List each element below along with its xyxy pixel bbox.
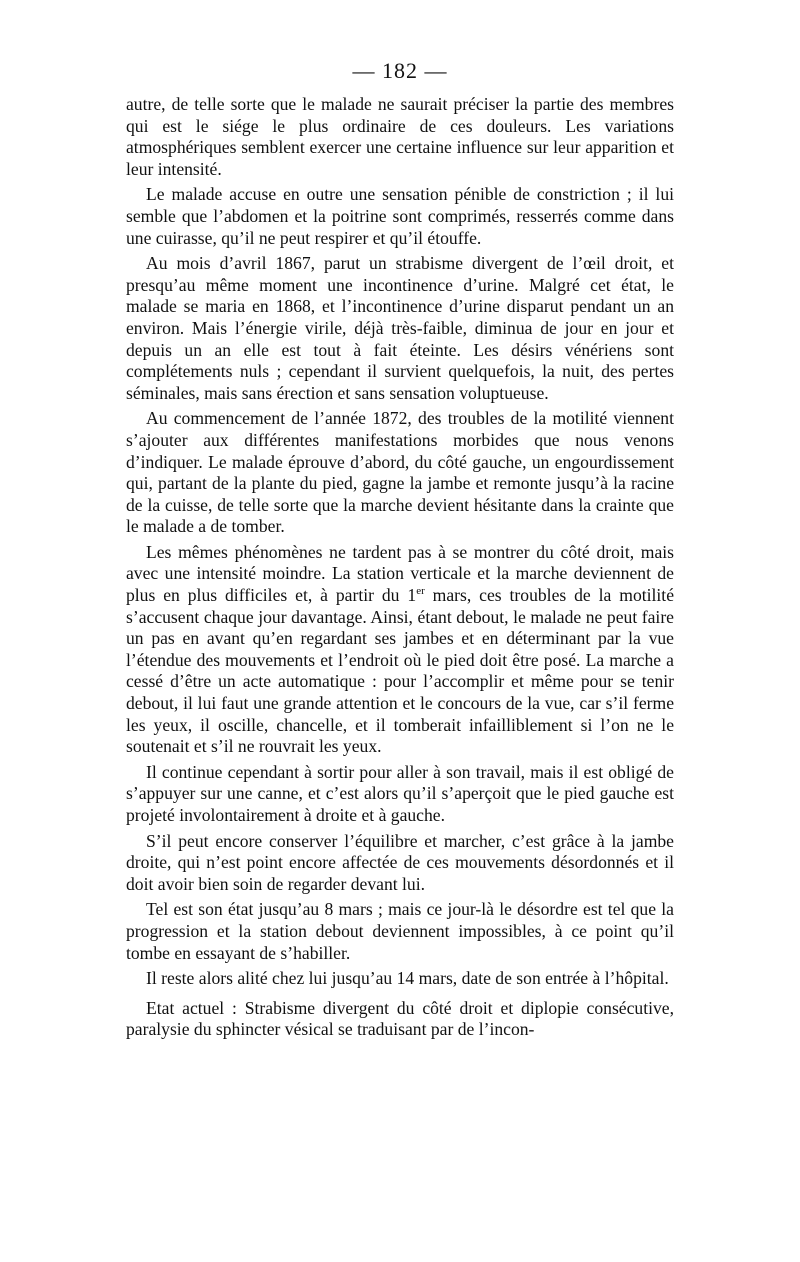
paragraph-text: mars, ces troubles de la motilité s’accusent chaque jour davantage. Ainsi, étant debout, le malade ne peut faire un pas en avant qu’en regardant ses jambes et en déterminant par la vue l’étendue des mouvements et l’endroit où le pied doit être posé. La marche a cessé d’être un acte automatique : pour l’accomplir et même pour se tenir debout, il lui faut une grande attention et le concours de la vue, car s’il ferme les yeux, il oscille, chancelle, et il tomberait infailliblement si l’on ne le soutenait et s’il ne rouvrait les yeux. <box>126 585 674 757</box>
body-text <box>126 94 674 1045</box>
paragraph: Le malade accuse en outre une sensation pénible de constriction ; il lui semble que l’abdomen et la poitrine sont comprimés, resserrés comme dans une cuirasse, qu’il ne peut respirer et qu’il étouffe. <box>126 184 674 248</box>
paragraph: Il continue cependant à sortir pour aller à son travail, mais il est obligé de s’appuyer sur une canne, et c’est alors qu’il s’aperçoit que le pied gauche est projeté involontairement à droite et à gauche. <box>126 761 674 825</box>
paragraph: autre, de telle sorte que le malade ne saurait préciser la partie des membres qui est le siége le plus ordinaire de ces douleurs. Les variations atmosphériques semblent exercer une certaine influence sur leur apparition et leur intensité. <box>126 94 674 179</box>
ordinal-superscript: er <box>416 585 425 598</box>
page-number: — 182 — <box>352 58 448 83</box>
paragraph: Il reste alors alité chez lui jusqu’au 14 mars, date de son entrée à l’hôpital. <box>146 968 669 989</box>
paragraph: S’il peut encore conserver l’équilibre et marcher, c’est grâce à la jambe droite, qui n’est point encore affectée de ces mouvements désordonnés et il doit avoir bien soin de regarder devant lui. <box>126 830 674 894</box>
paragraph <box>126 542 674 758</box>
paragraph-text: Les mêmes phénomènes ne tardent pas à se montrer du côté droit, mais avec une intensité moindre. La station verticale et la marche deviennent de plus en plus difficiles et, à partir du 1 <box>126 541 674 606</box>
paragraph: Au commencement de l’année 1872, des troubles de la motilité viennent s’ajouter aux différentes manifestations morbides que nous venons d’indiquer. Le malade éprouve d’abord, du côté gauche, un engourdissement qui, partant de la plante du pied, gagne la jambe et remonte jusqu’à la racine de la cuisse, de telle sorte que la marche devient hésitante dans la crainte que le malade a de tomber. <box>126 408 674 537</box>
paragraph: Tel est son état jusqu’au 8 mars ; mais ce jour-là le désordre est tel que la progression et la station debout deviennent impossibles, à ce point qu’il tombe en essayant de s’habiller. <box>126 899 674 963</box>
paragraph: Etat actuel : Strabisme divergent du côté droit et diplopie consécutive, paralysie du sphincter vésical se traduisant par de l’incon- <box>126 997 674 1040</box>
paragraph: Au mois d’avril 1867, parut un strabisme divergent de l’œil droit, et presqu’au même moment une incontinence d’urine. Malgré cet état, le malade se maria en 1868, et l’incontinence d’urine disparut pendant un an environ. Mais l’énergie virile, déjà très-faible, diminua de jour en jour et depuis un an elle est tout à fait éteinte. Les désirs vénériens sont complétements nuls ; cependant il survient quelquefois, la nuit, des pertes séminales, mais sans érection et sans sensation voluptueuse. <box>126 253 674 403</box>
